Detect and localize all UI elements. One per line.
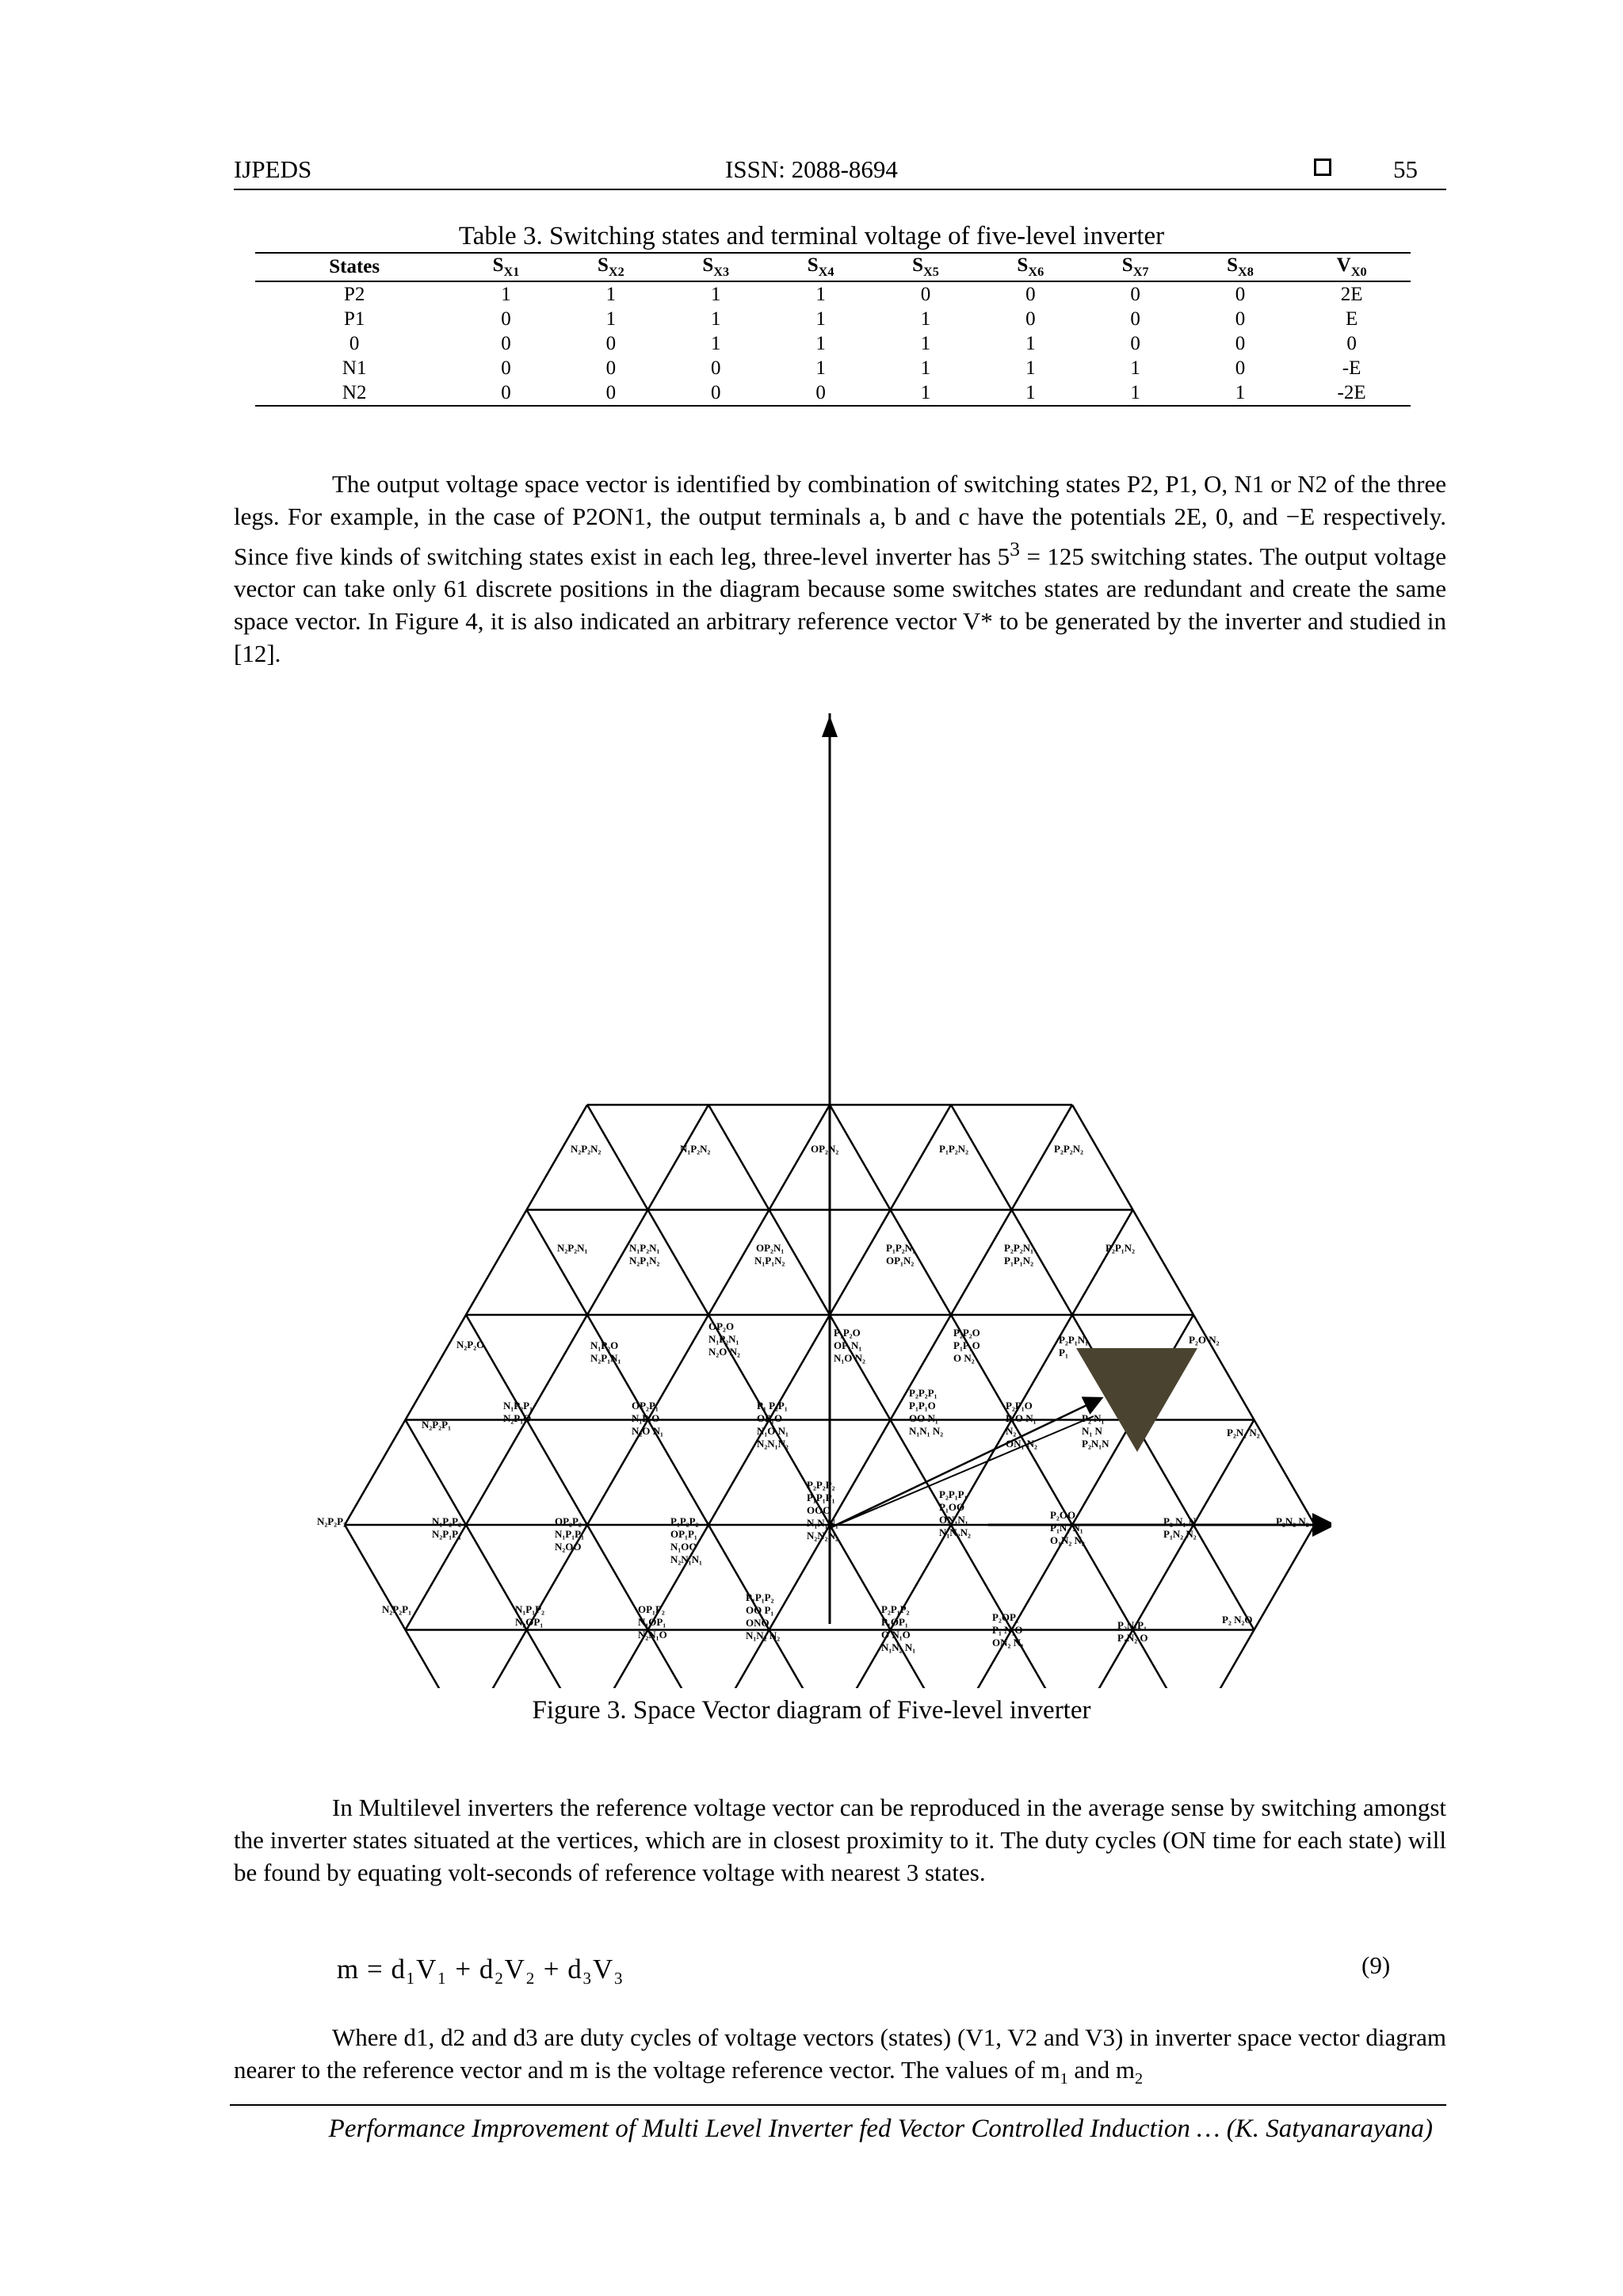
header-subscript: X5 <box>922 265 939 279</box>
table-cell: 1 <box>605 308 617 330</box>
table-cell: 1 <box>1083 380 1188 406</box>
grid-edge <box>1193 1315 1254 1420</box>
vertex-state-label: P₂OP₁ <box>992 1611 1019 1623</box>
vertex-state-label: P₁P₁N₂ <box>1004 1255 1033 1266</box>
table-cell: 1 <box>873 380 978 406</box>
vertex-state-label: OP₂P₁ <box>632 1400 659 1412</box>
vertex-state-label: P₂O N₂ <box>1189 1334 1220 1346</box>
vertex-state-label: O N₁O <box>881 1629 911 1641</box>
paragraph-2 <box>234 1791 1446 1889</box>
header-subscript: X7 <box>1132 265 1149 279</box>
vertex-state-label: P₁P₂O <box>834 1327 861 1339</box>
vertex-state-label: P₁P₂N₂ <box>939 1143 968 1155</box>
vertex-state-label: N₂P₁N₁ <box>590 1352 621 1364</box>
table-cell: 0 <box>920 283 931 305</box>
vertex-state-label: OO P₁ <box>746 1604 774 1616</box>
table-row <box>255 281 1411 307</box>
table-cell: 0 <box>1235 357 1246 379</box>
grid-edge <box>951 1105 1012 1210</box>
grid-edge <box>648 1105 709 1210</box>
grid-edge <box>830 1105 891 1210</box>
table-cell: 1 <box>815 308 826 330</box>
paragraph-3 <box>234 2021 1446 2095</box>
vertex-state-label: P₁ N₁O <box>992 1624 1023 1636</box>
table-cell: 1 <box>815 332 826 354</box>
header-symbol: States <box>329 256 380 277</box>
table-header-cell <box>768 253 873 281</box>
vertex-state-label: N₂O N₁ <box>632 1425 663 1437</box>
table-cell: 0 <box>710 357 721 379</box>
grid-edge <box>891 1105 952 1210</box>
grid-edge <box>769 1105 831 1210</box>
grid-edge <box>527 1630 588 1689</box>
grid-edge <box>1133 1210 1194 1316</box>
grid-edge <box>1072 1105 1133 1210</box>
table-cell: 1 <box>1130 357 1140 379</box>
vertex-state-label: N₂N₂N₂ <box>807 1530 838 1541</box>
table-cell: 1 <box>920 357 931 379</box>
vertex-state-label: OP₂P₂ <box>555 1515 582 1527</box>
table-cell: 0 <box>1025 308 1036 330</box>
vertex-state-label: N₂P₂N₂ <box>571 1143 601 1155</box>
issn: ISSN: 2088-8694 <box>725 155 898 183</box>
vertex-state-label: N₁ N <box>1082 1425 1102 1437</box>
header-symbol: V <box>1336 254 1351 276</box>
table-row <box>255 331 1411 356</box>
table-cell: 1 <box>710 332 721 354</box>
footer-rule <box>230 2104 1446 2106</box>
vertex-state-label: N₂P₁P₁ <box>432 1528 461 1540</box>
table-cell: N2 <box>255 380 453 406</box>
table-cell: 0 <box>1130 283 1140 305</box>
vertex-state-label: ON₂ N₁ <box>992 1637 1024 1648</box>
vertex-state-label: P₂ N₁ <box>1082 1412 1105 1424</box>
table-cell: 2E <box>1340 283 1363 305</box>
vertex-state-label: P₁N₂ N₂ <box>1163 1528 1197 1540</box>
paragraph-1-text-b: = 125 switching states. The output voltage vector can take only 61 discrete positions in the diagram because some switches states are redundant and create the same space vector. In Figure 4, it is also indicated an arbitrary reference vector V* to be generated by the inverter and studied in [12]. <box>234 542 1446 668</box>
header-subscript: X0 <box>1350 265 1367 279</box>
table-cell: 1 <box>1025 357 1036 379</box>
vertex-state-label: P₂OO <box>1050 1509 1076 1521</box>
vertex-state-label: N₂P₁O <box>503 1412 532 1424</box>
vertex-state-label: OOO <box>807 1504 831 1516</box>
table-cell: 1 <box>920 308 931 330</box>
grid-edge <box>527 1105 588 1210</box>
table-header-cell <box>873 253 978 281</box>
header-symbol: S <box>912 254 923 276</box>
vertex-state-label: OP₁N₁ <box>834 1339 862 1351</box>
vertex-state-label: P₂P₁P₂ <box>881 1603 910 1615</box>
vertex-state-label: P₂P₂N₁ <box>1004 1242 1033 1254</box>
vertex-state-label: N₂P₂P₁ <box>382 1603 411 1615</box>
vertex-state-label: N₁P₂N₂ <box>680 1143 711 1155</box>
header-symbol: S <box>702 254 714 276</box>
grid-edge <box>406 1315 467 1420</box>
grid-edge <box>527 1420 588 1526</box>
vertex-state-label: OP₁P₁ <box>670 1528 697 1540</box>
vertex-state-label: ONO <box>746 1617 769 1629</box>
table-cell: 1 <box>501 283 511 305</box>
vertex-state-label: N₁P₂N₁ <box>629 1242 660 1254</box>
grid-edge <box>1193 1630 1254 1689</box>
grid-edge <box>527 1210 588 1316</box>
header-subscript: X8 <box>1238 265 1254 279</box>
vertex-state-label: P₂ N₂O <box>1222 1614 1253 1626</box>
paragraph-1-exponent: 3 <box>1010 537 1021 560</box>
grid-edge <box>1072 1210 1133 1316</box>
table-cell: 1 <box>710 283 721 305</box>
header-subscript: X6 <box>1028 265 1044 279</box>
vertex-state-label: N₁P₁O <box>632 1412 660 1424</box>
vertex-state-label: N₂P₂P₂ <box>317 1515 346 1527</box>
grid-edge <box>406 1630 467 1689</box>
table-cell: 0 <box>1235 308 1246 330</box>
table-cell: 0 <box>1235 283 1246 305</box>
vertex-state-label: P₁P₁O <box>909 1400 936 1412</box>
header-subscript: X4 <box>818 265 834 279</box>
table-cell: 0 <box>559 380 663 406</box>
vertex-state-label: N₁N₁ N₂ <box>909 1425 944 1437</box>
grid-edge <box>406 1420 467 1526</box>
vertex-state-label: OP₁P₂ <box>638 1603 665 1615</box>
table-cell: 0 <box>1130 308 1140 330</box>
table-cell: 1 <box>815 283 826 305</box>
vertex-state-label: N₁N₂ N₂ <box>746 1629 781 1641</box>
vertex-labels <box>317 1143 1309 1688</box>
vertex-state-label: OP₂O <box>708 1320 735 1332</box>
vertex-state-label: OP₁O <box>757 1412 783 1424</box>
grid-edge <box>466 1210 527 1316</box>
table-cell: 0 <box>663 380 768 406</box>
header-subscript: X2 <box>608 265 624 279</box>
vertex-state-label: N₁N₁N₁ <box>807 1517 838 1529</box>
table-header-cell <box>255 253 453 281</box>
vertex-state-label: P₁N₁ N₁ <box>1050 1522 1083 1534</box>
vertex-state-label: N₁OP₁ <box>638 1616 666 1628</box>
vertex-state-label: P₁P₁P₁ <box>807 1492 835 1503</box>
vertex-state-label: N₁P₂P₁ <box>503 1400 533 1412</box>
table-cell: 1 <box>920 332 931 354</box>
paragraph-1-text-a: The output voltage space vector is identified by combination of switching states P2, P1, O, N1 or N2 of the three legs. For example, in the case of P2ON1, the output terminals a, b and c have the potentials 2E, 0, and −E respectively. Since five kinds of switching states exist in each leg, three-level inverter has 5 <box>234 470 1446 571</box>
vertex-state-label: P₂P₂O <box>953 1327 980 1339</box>
grid-edge <box>1254 1525 1316 1630</box>
table-header-cell <box>453 253 558 281</box>
vertex-state-label: N₂N₁N₂ <box>757 1438 789 1450</box>
header-subscript: X3 <box>713 265 730 279</box>
paragraph-2-text: In Multilevel inverters the reference voltage vector can be reproduced in the average sense by switching amongst the inverter states situated at the vertices, which are in closest proximity to it. The duty cycles (ON time for each state) will be found by equating volt-seconds of reference voltage with nearest 3 states. <box>234 1794 1446 1886</box>
vertex-state-label: P₁P₂P₂ <box>670 1515 699 1527</box>
vertex-state-label: N₁P₂P₂ <box>432 1515 461 1527</box>
space-vector-diagram <box>301 713 1331 1688</box>
table-cell: N1 <box>342 357 367 379</box>
vertex-state-label: O N₂ <box>953 1352 975 1364</box>
vertex-state-label: N₂P₂P₁ <box>422 1419 451 1431</box>
header-symbol: S <box>492 254 504 276</box>
vertex-state-label: P₁OO <box>939 1501 965 1513</box>
vertex-state-label: P₁ <box>1059 1347 1068 1358</box>
vertex-state-label: P₁P₂N₁ <box>886 1242 915 1254</box>
paragraph-1 <box>234 468 1446 670</box>
switching-states-table <box>255 252 1411 407</box>
paragraph-3-text-a: Where d1, d2 and d3 are duty cycles of voltage vectors (states) (V1, V2 and V3) in inverter space vector diagram nearer to the reference vector and m is the voltage reference vector. The values of m <box>234 2023 1446 2084</box>
table-cell: E <box>1345 308 1358 330</box>
table-cell: 1 <box>978 380 1083 406</box>
table-cell: 0 <box>605 332 617 354</box>
vertex-state-label: P₁N₂ O <box>1117 1632 1148 1644</box>
grid-edge <box>1254 1420 1316 1526</box>
table-cell: P1 <box>343 308 365 330</box>
table-cell: 0 <box>1025 283 1036 305</box>
equation-9: m = d₁V₁ + d₂V₂ + d₃V₃ <box>337 1954 624 1985</box>
page-number: 55 <box>1393 155 1418 183</box>
table-row <box>255 356 1411 380</box>
table-header-cell <box>978 253 1083 281</box>
vertex-state-label: N₁O N₂ <box>834 1352 865 1364</box>
paragraph-3-sub-1: 1 <box>1060 2070 1068 2088</box>
grid-edge <box>951 1210 1012 1316</box>
vertex-state-label: N₁N₂N₂ <box>939 1526 971 1538</box>
vertex-state-label: N₂N₁N₁ <box>670 1553 702 1565</box>
table-header-cell <box>663 253 768 281</box>
paragraph-3-sub-2: 2 <box>1135 2070 1144 2088</box>
vertex-state-label: P₁P₁P₂ <box>746 1591 774 1603</box>
journal-name: IJPEDS <box>234 155 312 183</box>
grid-edge <box>406 1525 467 1630</box>
header-symbol: S <box>597 254 609 276</box>
vertex-state-label: P₂N₂ N₂ <box>1276 1515 1309 1527</box>
vertex-state-label: ON₁N₁ <box>939 1514 968 1526</box>
figure-caption: Figure 3. Space Vector diagram of Five-level inverter <box>532 1696 1091 1725</box>
table-body <box>255 281 1411 406</box>
vertex-state-label: P₁O N₁ <box>1006 1412 1037 1424</box>
vertex-state-label: N₁O N₁ <box>757 1425 789 1437</box>
header-subscript: X1 <box>503 265 520 279</box>
table-cell: -2E <box>1293 380 1411 406</box>
vertex-state-label: P₂P₁N₂ <box>1106 1242 1135 1254</box>
vertex-state-label: P₂P₂P₁ <box>909 1387 938 1399</box>
vertex-state-label: N₂OP₁ <box>515 1616 544 1628</box>
header-symbol: S <box>807 254 819 276</box>
table-header-cell <box>1188 253 1293 281</box>
vertex-state-label: N₂O N₂ <box>708 1346 740 1358</box>
vertex-state-label: N₁P₁N₂ <box>754 1255 785 1266</box>
header-symbol: S <box>1017 254 1029 276</box>
vertex-state-label: P₁ P₂P₁ <box>757 1400 788 1412</box>
vertex-state-label: P₂P₂P₂ <box>807 1479 835 1491</box>
grid-edge <box>527 1315 588 1420</box>
table-cell: 0 <box>501 357 511 379</box>
vertex-state-label: N₂ <box>1006 1425 1017 1437</box>
table-cell: 0 <box>501 332 511 354</box>
vertex-state-label: OP₂N₂ <box>811 1143 839 1155</box>
vertex-state-label: O₁N₂ N₂ <box>1050 1534 1085 1546</box>
vertex-state-label: N₂OO <box>555 1541 582 1553</box>
table-cell: P2 <box>343 283 365 305</box>
table-cell: 0 <box>1235 332 1246 354</box>
vertex-state-label: OP₁N₂ <box>886 1255 915 1266</box>
table-row <box>255 307 1411 331</box>
square-bullet-icon <box>1314 159 1331 176</box>
vertex-state-label: P₂P₁N₁ <box>1059 1334 1088 1346</box>
grid-edge <box>345 1420 406 1526</box>
table-row <box>255 380 1411 406</box>
vertex-state-label: P₁OP₁ <box>881 1616 908 1628</box>
table-cell: 1 <box>1188 380 1293 406</box>
table-header-cell <box>1293 253 1411 281</box>
vertex-state-label: ON₁ N₂ <box>1006 1438 1037 1450</box>
table-cell: 1 <box>1025 332 1036 354</box>
vertex-state-label: N₁OO <box>670 1541 697 1553</box>
header-symbol: S <box>1121 254 1133 276</box>
axis-arrow-icon <box>822 716 838 737</box>
vertex-state-label: OO N₁ <box>909 1412 938 1424</box>
table-cell: 0 <box>768 380 873 406</box>
vertex-state-label: N₁P₂N₁ <box>708 1333 739 1345</box>
vertex-state-label: P₂N₁ N₂ <box>1227 1427 1260 1438</box>
vertex-state-label: N₂N₁O <box>638 1629 667 1641</box>
vertex-state-label: P₂ N₁ N <box>1163 1515 1197 1527</box>
table-cell: 0 <box>501 308 511 330</box>
vertex-state-label: P₂P₁P₁ <box>939 1488 968 1500</box>
vertex-state-label: OP₂N₁ <box>756 1242 785 1254</box>
vertex-state-label: N₁P₂O <box>590 1339 619 1351</box>
grid-edge <box>708 1105 769 1210</box>
grid-edge <box>830 1210 891 1316</box>
paragraph-3-text-mid: and m <box>1067 2056 1136 2084</box>
header-symbol: S <box>1227 254 1239 276</box>
vertex-state-label: P₂P₁O <box>1006 1400 1033 1412</box>
vertex-state-label: N₁N₂ N₁ <box>881 1641 916 1653</box>
table-header-cell <box>559 253 663 281</box>
grid-edge <box>587 1105 648 1210</box>
vertex-state-label: N₂P₁N₂ <box>629 1255 660 1266</box>
grid-edge <box>466 1630 527 1689</box>
header-rule <box>234 189 1446 190</box>
table-cell: 1 <box>710 308 721 330</box>
grid-edge <box>1133 1525 1194 1630</box>
table-cell: 0 <box>453 380 558 406</box>
vertex-state-label: N₁P₁P₁ <box>555 1528 584 1540</box>
running-footer: Performance Improvement of Multi Level Inverter fed Vector Controlled Induction … (K. Satyanarayana) <box>328 2115 1433 2143</box>
grid-edge <box>830 1420 891 1526</box>
vertex-state-label: N₁P₁P₂ <box>515 1603 544 1615</box>
table-cell: 1 <box>605 283 617 305</box>
vertex-state-label: P₂N₁P₁ <box>1117 1619 1147 1631</box>
grid-edge <box>1012 1105 1073 1210</box>
table-cell: -E <box>1342 357 1361 379</box>
table-cell: 1 <box>815 357 826 379</box>
table-caption: Table 3. Switching states and terminal voltage of five-level inverter <box>458 222 1165 250</box>
table-header-cell <box>1083 253 1188 281</box>
vertex-state-label: P₂P₂N₂ <box>1054 1143 1083 1155</box>
table-cell: 0 <box>349 332 360 354</box>
vertex-state-label: P₂N₁N <box>1082 1438 1109 1450</box>
vertex-state-label: N₂P₂O <box>456 1339 485 1350</box>
table-cell: 0 <box>1346 332 1357 354</box>
table-header-row <box>255 253 1411 281</box>
vertex-state-label: P₁P₁O <box>953 1339 980 1351</box>
grid-edge <box>466 1420 527 1526</box>
equation-number: (9) <box>1361 1951 1391 1979</box>
vertex-state-label: N₂P₂N₁ <box>557 1242 588 1254</box>
table-cell: 0 <box>1130 332 1140 354</box>
table-cell: 0 <box>605 357 617 379</box>
